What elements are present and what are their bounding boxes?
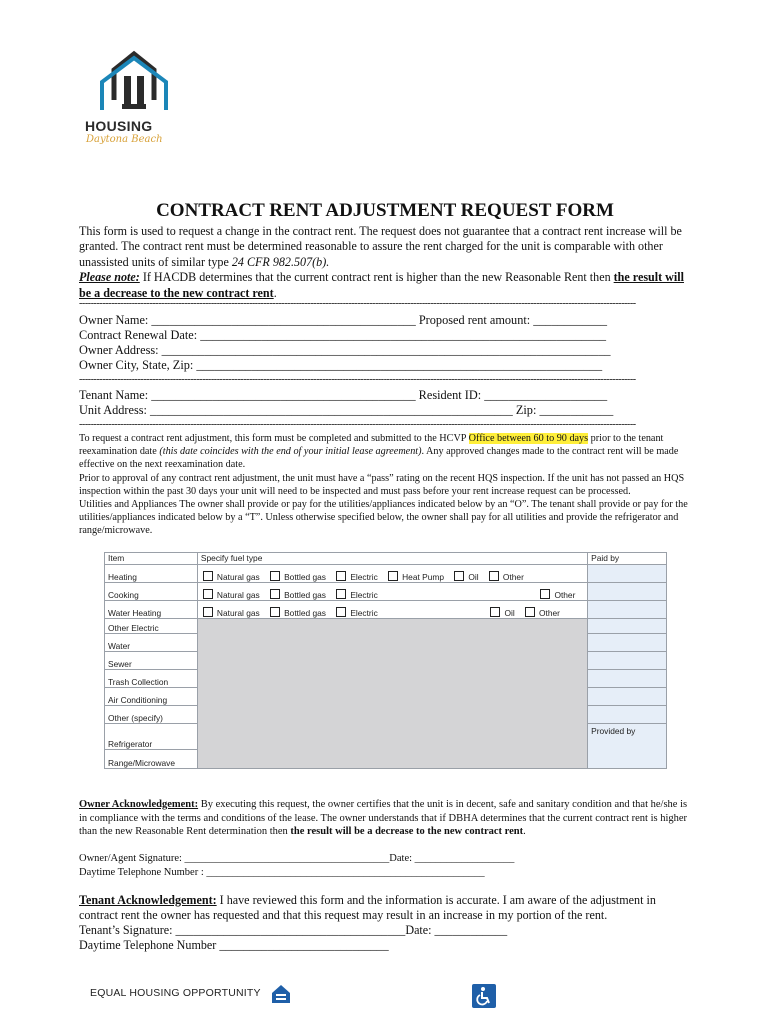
water-heating-fuel-options: Natural gas Bottled gas Electric Oil Other [197,601,587,619]
fuel-shaded-area [197,619,587,769]
water-paid-by[interactable] [588,634,667,652]
cooking-electric-checkbox[interactable] [336,589,346,599]
owner-name-field[interactable]: Owner Name: ___________________________________________ Proposed rent amount: ____________ [79,313,608,327]
tenant-acknowledgement: Tenant Acknowledgement: I have reviewed this form and the information is accurate. I am aware of the adjustment in contract rent the owner has requested and that this request may result in an increase in my portion of the rent. [79,893,656,923]
row-trash: Trash Collection [105,670,198,688]
intro-paragraph: This form is used to request a change in the contract rent. The request does not guarantee that a contract rent increase will be granted. The contract rent must be determined reasonable to assure the rent charged for the unit is comparable with other unassisted units of similar type 24 CFR 982.507(b). Please note: If HACDB determines that the current contract rent is higher than the new Reasonable Rent then the result will be a decrease to the new contract rent. [79,224,684,300]
water-heating-oil-checkbox[interactable] [490,607,500,617]
owner-city-field[interactable]: Owner City, State, Zip: __________________________________________________________________ [79,358,603,372]
divider: ---------------------------------------------------------------------------------------------------------------------------------------------------------------------------------------------- [79,298,636,309]
trash-paid-by[interactable] [588,670,667,688]
divider: ---------------------------------------------------------------------------------------------------------------------------------------------------------------------------------------------- [79,419,636,430]
cooking-natural-gas-checkbox[interactable] [203,589,213,599]
heating-electric-checkbox[interactable] [336,571,346,581]
row-range-microwave: Range/Microwave [105,750,198,769]
tenant-phone-field[interactable]: Daytime Telephone Number ____________________________ [79,938,389,952]
header-fuel: Specify fuel type [197,553,587,565]
heating-natural-gas-checkbox[interactable] [203,571,213,581]
heating-heat-pump-checkbox[interactable] [388,571,398,581]
row-sewer: Sewer [105,652,198,670]
header-paid-by: Paid by [588,553,667,565]
row-water-heating: Water Heating [105,601,198,619]
row-refrigerator: Refrigerator [105,724,198,750]
owner-acknowledgement: Owner Acknowledgement: By executing this request, the owner certifies that the unit is in decent, safe and sanitary condition and that he/she is in compliance with the terms and conditions of the lease. The owner understands that if DBHA determines that the current contract rent is higher than the new Reasonable Rent determination then the result will be a decrease to the new contract rent. [79,799,688,838]
row-cooking: Cooking [105,583,198,601]
instructions: To request a contract rent adjustment, this form must be completed and submitted to the HCVP Office between 60 to 90 days prior to the tenant reexamination date (this date coincides with the end of your initial lease agreement). Any approved changes made to the contract rent will be made effective on the next reexamination date. Prior to approval of any contract rent adjustment, the unit must have a “pass” rating on the recent HQS inspection. If the unit has not passed an HQS inspection within the past 30 days your unit will need to be inspected and must pass before your rent increase request can be processed. Utilities and Appliances The owner shall provide or pay for the utilities/appliances indicated below by an “O”. The tenant shall provide or pay for the utilities/appliances indicated below by a “T”. Unless otherwise specified below, the owner shall pay for all utilities and provide the refrigerator and range/microwave. [79,433,688,537]
owner-phone-field[interactable]: Daytime Telephone Number : _____________________________________________________ [79,867,485,878]
tenant-name-field[interactable]: Tenant Name: ___________________________________________ Resident ID: ____________________ [79,388,608,402]
logo-wordmark: HOUSING [85,118,153,134]
row-heating: Heating [105,565,198,583]
unit-address-field[interactable]: Unit Address: ___________________________________________________________ Zip: ____________ [79,403,614,417]
ac-paid-by[interactable] [588,688,667,706]
equal-housing-icon [269,982,293,1006]
water-heating-other-checkbox[interactable] [525,607,535,617]
row-water: Water [105,634,198,652]
row-other-specify: Other (specify) [105,706,198,724]
contract-renewal-field[interactable]: Contract Renewal Date: __________________________________________________________________ [79,328,607,342]
tenant-signature-field[interactable]: Tenant’s Signature: ______________________________________Date: ____________ [79,923,508,937]
water-heating-natural-gas-checkbox[interactable] [203,607,213,617]
cooking-paid-by[interactable] [588,583,667,601]
other-paid-by[interactable] [588,706,667,724]
header-provided-by: Provided by [588,724,667,769]
heating-bottled-gas-checkbox[interactable] [270,571,280,581]
heating-other-checkbox[interactable] [489,571,499,581]
water-heating-electric-checkbox[interactable] [336,607,346,617]
row-air-conditioning: Air Conditioning [105,688,198,706]
sewer-paid-by[interactable] [588,652,667,670]
water-heating-bottled-gas-checkbox[interactable] [270,607,280,617]
cooking-other-checkbox[interactable] [540,589,550,599]
header-item: Item [105,553,198,565]
owner-address-field[interactable]: Owner Address: _________________________________________________________________________ [79,343,611,357]
heating-fuel-options: Natural gas Bottled gas Electric Heat Pump Oil Other [197,565,587,583]
other-electric-paid-by[interactable] [588,619,667,634]
water-heating-paid-by[interactable] [588,601,667,619]
accessibility-icon [472,984,496,1008]
logo-script: Daytona Beach [86,134,163,145]
heating-oil-checkbox[interactable] [454,571,464,581]
heating-paid-by[interactable] [588,565,667,583]
divider: ---------------------------------------------------------------------------------------------------------------------------------------------------------------------------------------------- [79,374,636,385]
row-other-electric: Other Electric [105,619,198,634]
owner-signature-field[interactable]: Owner/Agent Signature: _______________________________________Date: ___________________ [79,853,515,864]
utilities-table [104,552,667,769]
equal-housing-text: EQUAL HOUSING OPPORTUNITY [90,987,261,999]
cooking-bottled-gas-checkbox[interactable] [270,589,280,599]
page-title: CONTRACT RENT ADJUSTMENT REQUEST FORM [156,200,614,221]
cooking-fuel-options: Natural gas Bottled gas Electric Other [197,583,587,601]
